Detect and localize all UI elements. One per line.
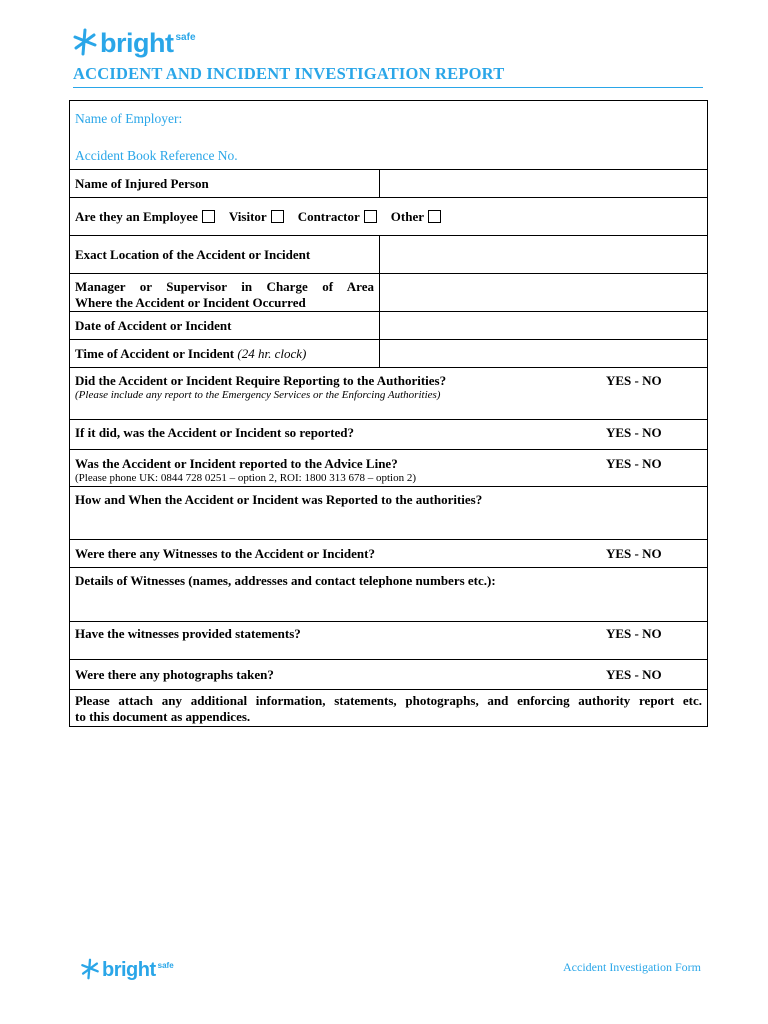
footer-logo bbox=[80, 958, 174, 982]
other-label: Other bbox=[390, 208, 424, 224]
brand-logo bbox=[72, 28, 196, 58]
advice-line-question: Was the Accident or Incident reported to the Advice Line? bbox=[75, 456, 398, 471]
photographs-yes-no[interactable]: YES - NO bbox=[606, 667, 662, 682]
time-label-text: Time of Accident or Incident bbox=[75, 345, 235, 361]
person-type-row bbox=[70, 197, 707, 235]
location-label: Exact Location of the Accident or Incident bbox=[70, 236, 380, 273]
bright-logo-icon bbox=[80, 958, 100, 980]
date-field[interactable] bbox=[380, 312, 707, 339]
advice-line-yes-no[interactable]: YES - NO bbox=[606, 456, 662, 471]
photographs-row bbox=[70, 659, 707, 689]
how-when-row bbox=[70, 486, 707, 539]
reporting-row bbox=[70, 367, 707, 419]
witnesses-yes-no[interactable]: YES - NO bbox=[606, 546, 662, 561]
attach-row bbox=[70, 689, 707, 726]
witness-details-label: Details of Witnesses (names, addresses and contact telephone numbers etc.): bbox=[75, 573, 496, 588]
time-label bbox=[70, 340, 380, 367]
manager-label bbox=[70, 274, 380, 311]
visitor-label: Visitor bbox=[228, 208, 267, 224]
injured-person-row bbox=[70, 169, 707, 197]
how-when-question: How and When the Accident or Incident was Reported to the authorities? bbox=[75, 492, 483, 507]
location-row bbox=[70, 235, 707, 273]
reference-label: Accident Book Reference No. bbox=[75, 148, 238, 163]
manager-label-line2: Where the Accident or Incident Occurred bbox=[75, 295, 306, 310]
employee-checkbox[interactable] bbox=[202, 210, 215, 223]
brand-name: bright bbox=[100, 28, 174, 58]
other-checkbox[interactable] bbox=[428, 210, 441, 223]
date-label: Date of Accident or Incident bbox=[70, 312, 380, 339]
advice-line-note: (Please phone UK: 0844 728 0251 – option 2, ROI: 1800 313 678 – option 2) bbox=[75, 472, 416, 484]
date-row bbox=[70, 311, 707, 339]
time-note: (24 hr. clock) bbox=[237, 345, 307, 361]
photographs-question: Were there any photographs taken? bbox=[75, 667, 274, 682]
attach-line1: Please attach any additional information, statements, photographs, and enforcing authority report etc. bbox=[75, 693, 702, 708]
time-row bbox=[70, 339, 707, 367]
reporting-question: Did the Accident or Incident Require Reporting to the Authorities? bbox=[75, 373, 447, 388]
footer-brand-name: bright bbox=[102, 959, 156, 981]
witnesses-question: Were there any Witnesses to the Accident or Incident? bbox=[75, 546, 375, 561]
contractor-checkbox[interactable] bbox=[364, 210, 377, 223]
manager-field[interactable] bbox=[380, 274, 707, 311]
attach-line2: to this document as appendices. bbox=[75, 709, 251, 724]
page-title: ACCIDENT AND INCIDENT INVESTIGATION REPORT bbox=[73, 64, 703, 88]
reported-row bbox=[70, 419, 707, 449]
reporting-note: (Please include any report to the Emergency Services or the Enforcing Authorities) bbox=[75, 389, 441, 401]
injured-person-label: Name of Injured Person bbox=[70, 170, 380, 197]
employer-section bbox=[70, 101, 707, 169]
injured-person-field[interactable] bbox=[380, 170, 707, 197]
statements-question: Have the witnesses provided statements? bbox=[75, 626, 301, 641]
contractor-label: Contractor bbox=[297, 208, 360, 224]
manager-label-line1: Manager or Supervisor in Charge of Area bbox=[75, 279, 374, 294]
brand-suffix: safe bbox=[175, 32, 196, 43]
employer-name-label: Name of Employer: bbox=[75, 111, 183, 126]
time-field[interactable] bbox=[380, 340, 707, 367]
advice-line-row bbox=[70, 449, 707, 486]
report-form bbox=[69, 100, 708, 727]
witness-details-row bbox=[70, 567, 707, 621]
statements-yes-no[interactable]: YES - NO bbox=[606, 626, 662, 641]
manager-row bbox=[70, 273, 707, 311]
bright-logo-icon bbox=[72, 28, 98, 56]
reported-question: If it did, was the Accident or Incident so reported? bbox=[75, 425, 355, 440]
location-field[interactable] bbox=[380, 236, 707, 273]
statements-row bbox=[70, 621, 707, 659]
footer-form-name: Accident Investigation Form bbox=[563, 960, 701, 974]
reporting-yes-no[interactable]: YES - NO bbox=[606, 373, 662, 388]
reported-yes-no[interactable]: YES - NO bbox=[606, 425, 662, 440]
person-type-question: Are they an Employee bbox=[75, 208, 198, 224]
footer-brand-suffix: safe bbox=[157, 961, 174, 970]
witnesses-row bbox=[70, 539, 707, 567]
visitor-checkbox[interactable] bbox=[271, 210, 284, 223]
